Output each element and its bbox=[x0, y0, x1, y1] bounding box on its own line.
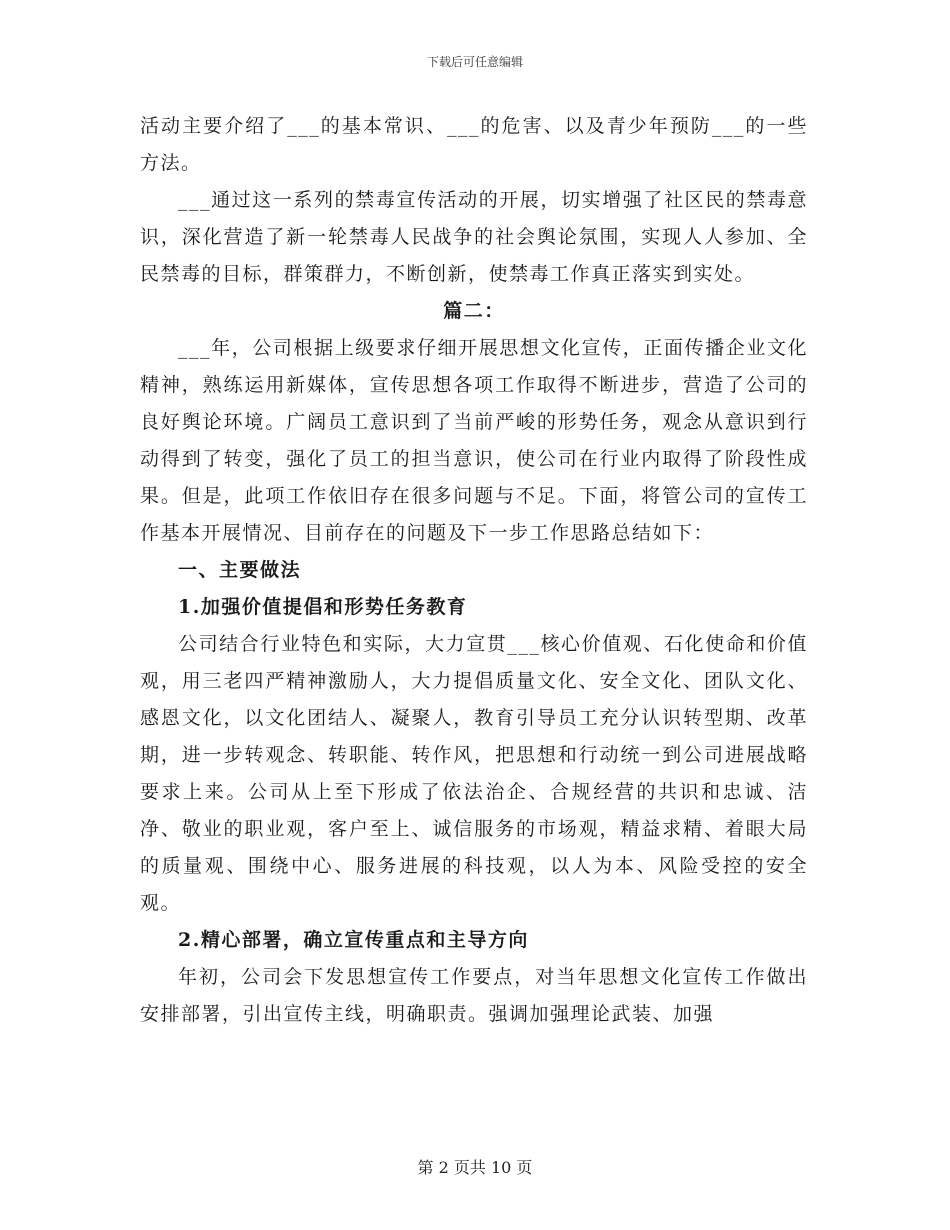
paragraph-2: ___通过这一系列的禁毒宣传活动的开展，切实增强了社区民的禁毒意识，深化营造了新一轮禁毒人民战争的社会舆论氛围，实现人人参加、全民禁毒的目标，群策群力，不断创新，使禁毒工作真正落实到实处。 bbox=[140, 189, 808, 285]
page-header: 下载后可任意编辑 bbox=[426, 55, 523, 69]
page-footer: 第 2 页共 10 页 bbox=[417, 1158, 533, 1177]
heading-1: 1.加强价值提倡和形势任务教育 bbox=[178, 596, 468, 618]
section-title: 篇二： bbox=[443, 300, 505, 322]
heading-main-methods: 一、主要做法 bbox=[178, 559, 302, 581]
paragraph-3: ___年，公司根据上级要求仔细开展思想文化宣传，正面传播企业文化精神，熟练运用新媒体，宣传思想各项工作取得不断进步，营造了公司的良好舆论环境。广阔员工意识到了当前严峻的形势任务，观念从意识到行动得到了转变，强化了员工的担当意识，使公司在行业内取得了阶段性成果。但是，此项工作依旧存在很多问题与不足。下面，将管公司的宣传工作基本开展情况、目前存在的问题及下一步工作思路总结如下： bbox=[140, 337, 808, 544]
paragraph-5: 年初，公司会下发思想宣传工作要点，对当年思想文化宣传工作做出安排部署，引出宣传主线，明确职责。强调加强理论武装、加强 bbox=[140, 966, 808, 1025]
document-body bbox=[140, 108, 808, 1033]
paragraph-1: 活动主要介绍了___的基本常识、___的危害、以及青少年预防___的一些方法。 bbox=[140, 115, 808, 174]
heading-2: 2.精心部署，确立宣传重点和主导方向 bbox=[178, 929, 529, 951]
paragraph-4: 公司结合行业特色和实际，大力宣贯___核心价值观、石化使命和价值观，用三老四严精神激励人，大力提倡质量文化、安全文化、团队文化、感恩文化，以文化团结人、凝聚人，教育引导员工充分认识转型期、改革期，进一步转观念、转职能、转作风，把思想和行动统一到公司进展战略要求上来。公司从上至下形成了依法治企、合规经营的共识和忠诚、洁净、敬业的职业观，客户至上、诚信服务的市场观，精益求精、着眼大局的质量观、围绕中心、服务进展的科技观，以人为本、风险受控的安全观。 bbox=[140, 633, 808, 914]
